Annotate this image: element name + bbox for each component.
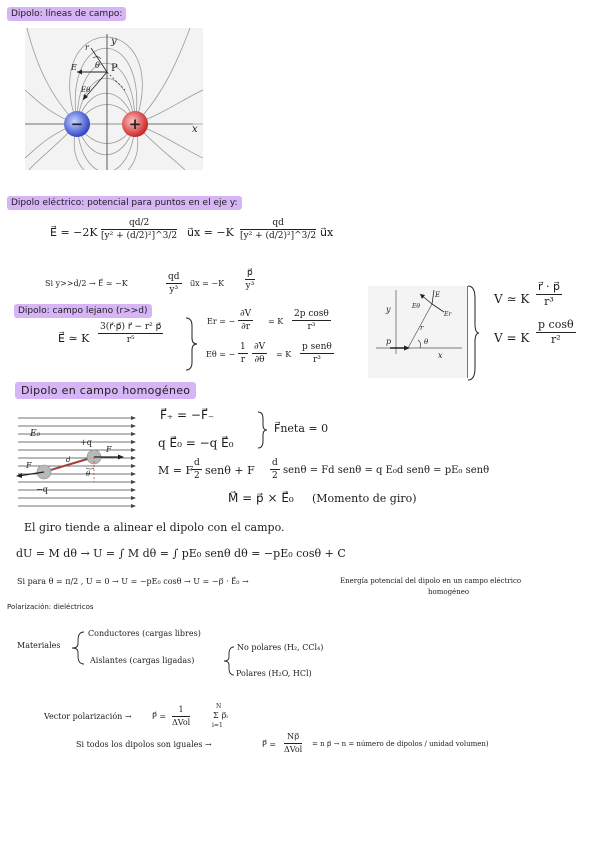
- eq-et-frac2: [300, 342, 334, 365]
- note-integral: dU = M dθ → U = ∫ M dθ = ∫ pE₀ senθ dθ = −pE₀ cosθ + C: [16, 547, 346, 560]
- eq-potential-v2-frac: [536, 319, 576, 346]
- fig3-d-label: d: [66, 456, 71, 464]
- eq-homog-line4-a: M⃗ = p⃗ × E⃗₀: [228, 491, 294, 505]
- note-si-para-a: Si para θ = π/2 , U = 0 → U = −pE₀ cosθ → U = −p⃗ · E⃗₀ →: [17, 577, 249, 586]
- materials-brace: [70, 630, 86, 666]
- eq-axis-end: u⃗x: [320, 226, 334, 239]
- point-P-label: P: [111, 63, 118, 74]
- fig3-F-bottom-label: F: [26, 461, 32, 470]
- polarization-vec-frac-den: ΔVol: [172, 718, 191, 727]
- eq-homog-line3-frac1: [192, 458, 202, 481]
- eq-et-frac1-num: ∂V: [254, 342, 266, 352]
- polarization-ident-b: P⃗ =: [262, 740, 277, 749]
- Etheta-label: Eθ: [81, 86, 91, 94]
- eq-et-lhs: Eθ = −: [206, 350, 236, 359]
- polarization-ident-frac-den: ΔVol: [284, 745, 303, 754]
- polarization-vec-sum-top: N: [216, 703, 222, 710]
- eq-er-frac1-den: ∂r: [241, 322, 251, 332]
- aislantes-brace: [222, 645, 236, 677]
- eq-potential-v2-lhs: V = K: [494, 331, 530, 345]
- homogeneous-field-figure: [14, 412, 138, 510]
- eq-axis-frac1: [101, 218, 177, 241]
- fig3-plus-q-label: +q: [80, 438, 92, 447]
- fig2-Et-label: Eθ: [412, 303, 420, 310]
- eq-axis-frac1-den: [y² + (d/2)²]^3/2: [101, 231, 178, 241]
- eq-far-field-frac-num: 3(r⃗·p⃗) r⃗ − r² p⃗: [100, 322, 162, 332]
- fig3-theta-label: θ: [86, 470, 91, 478]
- polarization-vec-frac: [172, 705, 190, 728]
- eq-potential-v1-lhs: V ≃ K: [494, 292, 530, 306]
- potential-brace: [466, 284, 480, 382]
- r-label: r: [85, 43, 89, 52]
- eq-axis-lhs: E⃗ = −2K: [50, 226, 98, 239]
- eq-far-axis-lhs: Si y>>d/2 → E⃗ ≃ −K: [45, 279, 128, 288]
- eq-et-frac0-den: r: [240, 355, 246, 365]
- eq-far-axis-frac2-num: p⃗: [247, 268, 253, 278]
- eq-homog-line3-frac2-den: 2: [272, 471, 278, 481]
- eq-homog-line3-frac1-den: 2: [194, 471, 200, 481]
- eq-far-axis-frac1: [166, 272, 182, 295]
- eq-potential-v1-num: r⃗ · p⃗: [538, 280, 560, 293]
- fig2-y-label: y: [386, 305, 391, 314]
- note-si-para-c: homogéneo: [428, 588, 470, 596]
- header-homogeneous-field: Dipolo en campo homogéneo: [15, 382, 196, 399]
- materials-conductores: Conductores (cargas libres): [88, 629, 201, 638]
- header-field-lines: Dipolo: líneas de campo:: [7, 7, 126, 21]
- fig2-r-label: r: [420, 324, 424, 332]
- eq-potential-v2-den: r²: [550, 333, 561, 346]
- eq-homog-line3-frac2: [270, 458, 280, 481]
- far-field-vector-figure: [368, 286, 468, 378]
- materials-aislantes: Aislantes (cargas ligadas): [90, 656, 195, 665]
- eq-homog-line2: q E⃗₀ = −q E⃗₀: [158, 436, 234, 450]
- eq-far-axis-frac1-den: y³: [169, 285, 179, 295]
- eq-et-frac0-num: 1: [240, 342, 246, 352]
- axis-x-label: x: [192, 124, 198, 135]
- polarization-vec-sum-bottom: i=1: [212, 722, 223, 729]
- polarization-vec-b: P⃗ =: [152, 712, 167, 721]
- fig2-p-label: p: [386, 337, 392, 346]
- eq-homog-line4-b: (Momento de giro): [312, 492, 417, 505]
- eq-axis-frac2-num: qd: [240, 218, 316, 230]
- eq-potential-v2-num: p cosθ: [538, 318, 574, 331]
- eq-et-frac0: [238, 342, 248, 365]
- minus-sign: −: [70, 115, 84, 133]
- eq-et-frac1: [252, 342, 267, 365]
- header-far-field: Dipolo: campo lejano (r>>d): [14, 304, 152, 318]
- polarization-vec-sum: Σ p⃗ᵢ: [213, 711, 228, 720]
- eq-axis-frac1-num: qd/2: [101, 218, 177, 230]
- eq-far-field-frac: [98, 322, 163, 345]
- plus-sign: +: [128, 115, 142, 133]
- polarization-ident-frac-num: Np⃗: [284, 732, 302, 744]
- dipole-field-lines-figure: [25, 28, 203, 170]
- eq-er-eq: = K: [268, 317, 284, 326]
- eq-far-axis-frac2-den: y³: [245, 281, 255, 291]
- fig2-x-label: x: [438, 351, 443, 360]
- eq-et-frac2-den: r³: [312, 355, 321, 365]
- eq-homog-line3-a: M = F: [158, 464, 194, 477]
- theta-label: θ: [95, 61, 100, 70]
- fig2-Er-label: Er: [444, 311, 452, 318]
- materials-polares: Polares (H₂O, HCl): [236, 669, 312, 678]
- eq-homog-line3-c: senθ = Fd senθ = q E₀d senθ = pE₀ senθ: [283, 465, 490, 476]
- eq-far-axis-frac1-num: qd: [168, 272, 180, 282]
- polarization-vec-a: Vector polarización →: [44, 712, 132, 721]
- eq-far-axis-mid: u⃗x = −K: [190, 279, 225, 288]
- eq-homog-line1: F⃗₊ = −F⃗₋: [160, 408, 215, 422]
- eq-er-frac1: [238, 309, 253, 332]
- fig3-E0-label: E₀: [30, 429, 41, 439]
- eq-far-axis-frac2: [245, 268, 255, 291]
- eq-potential-v1-frac: [536, 281, 562, 308]
- eq-er-frac2-den: r³: [307, 322, 316, 332]
- eq-homog-line3-frac1-num: d: [194, 458, 200, 468]
- fig2-theta-label: θ: [424, 338, 429, 346]
- note-giro: El giro tiende a alinear el dipolo con el campo.: [24, 521, 285, 534]
- polarization-ident-frac: [284, 732, 302, 755]
- eq-er-frac1-num: ∂V: [240, 309, 252, 319]
- polarization-ident-a: Si todos los dipolos son iguales →: [76, 740, 212, 749]
- eq-axis-frac2: [240, 218, 316, 241]
- fig3-minus-q-label: −q: [36, 485, 48, 494]
- axis-y-label: y: [111, 36, 117, 47]
- eq-er-frac2: [292, 309, 331, 332]
- eq-axis-frac2-den: [y² + (d/2)²]^3/2: [240, 231, 317, 241]
- far-field-brace: [184, 316, 198, 372]
- materials-no-polares: No polares (H₂, CCl₄): [237, 643, 324, 652]
- fig3-F-top-label: F: [106, 445, 112, 454]
- eq-er-frac2-num: 2p cosθ: [294, 309, 329, 319]
- note-si-para-b: Energía potencial del dipolo en un campo eléctrico: [340, 577, 522, 585]
- polarization-ident-c: = n p⃗ → n = número de dipolos / unidad volumen): [312, 740, 489, 748]
- eq-et-frac1-den: ∂θ: [254, 355, 265, 365]
- header-polarization: Polarización: dieléctricos: [7, 603, 94, 611]
- E-label: E: [71, 63, 77, 72]
- eq-homog-line3-frac2-num: d: [272, 458, 278, 468]
- eq-et-eq: = K: [276, 350, 292, 359]
- eq-potential-v1-den: r³: [544, 295, 554, 308]
- materials-root: Materiales: [17, 641, 61, 650]
- eq-er-lhs: Er = −: [207, 317, 236, 326]
- eq-homog-line3-b: senθ + F: [205, 464, 255, 477]
- eq-far-field-frac-den: r⁵: [126, 335, 135, 345]
- polarization-vec-frac-num: 1: [172, 705, 190, 717]
- eq-et-frac2-num: p senθ: [302, 342, 332, 352]
- eq-homog-brace-result: F⃗neta = 0: [274, 422, 329, 435]
- eq-axis-mid: u⃗x = −K: [187, 226, 234, 239]
- fig2-E-label: E: [435, 291, 441, 299]
- header-axis-potential: Dipolo eléctrico: potencial para puntos en el eje y:: [7, 196, 242, 210]
- eq-far-field-lhs: E⃗ ≃ K: [58, 332, 90, 345]
- homog-brace: [256, 410, 268, 450]
